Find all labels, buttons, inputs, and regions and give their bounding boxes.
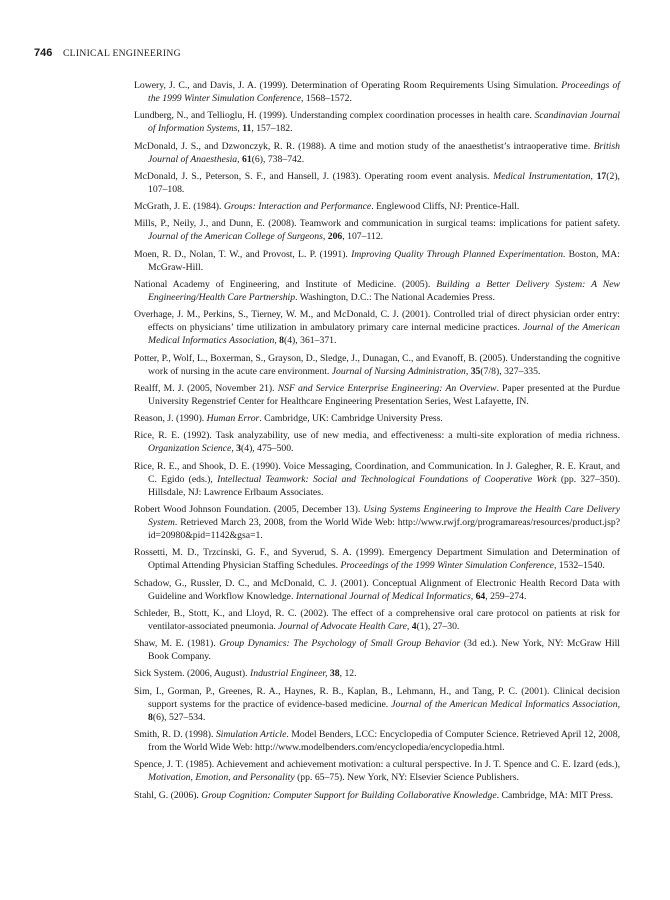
reference-text: Moen, R. D., Nolan, T. W., and Provost, L. P. (1991).	[134, 248, 352, 260]
reference-text: Stahl, G. (2006).	[134, 789, 202, 801]
reference-entry	[134, 577, 620, 603]
reference-text: Overhage, J. M., Perkins, S., Tierney, W. M., and McDonald, C. J. (2001). Controlled trial of direct physician order entry: effects on physicians’ time utilization in ambulatory primary care internal medicine practices.	[134, 309, 620, 334]
reference-title-text: NSF and Service Enterprise Engineering: An Overview	[277, 382, 497, 394]
reference-list	[134, 79, 620, 806]
reference-volume-text: 38	[329, 668, 340, 680]
reference-title-text: Simulation Article	[215, 729, 287, 740]
reference-text: Mills, P., Neily, J., and Dunn, E. (2008). Teamwork and communication in surgical teams: implications for patient safety.	[134, 218, 620, 230]
reference-volume-text: 61	[242, 153, 252, 165]
reference-text: Realff, M. J. (2005, November 21).	[134, 382, 278, 394]
reference-text: (7/8), 327–335.	[480, 365, 541, 377]
reference-entry	[134, 170, 620, 196]
reference-entry	[134, 789, 620, 802]
reference-entry	[134, 278, 620, 304]
reference-entry	[134, 667, 620, 680]
reference-volume-text: 8	[279, 335, 284, 347]
reference-text: Reason, J. (1990).	[134, 413, 207, 425]
reference-text: (6), 527–534.	[152, 711, 206, 723]
reference-text: . Paper presented at the Purdue University Regenstrief Center for Healthcare Engineering Presentation Series, West Lafayette, IN.	[148, 382, 620, 407]
reference-text: Smith, R. D. (1998).	[134, 729, 216, 740]
reference-volume-text: 35	[470, 365, 481, 377]
reference-text: , 259–274.	[485, 590, 527, 602]
reference-text: (3d ed.). New York, NY: McGraw Hill Book Company.	[148, 638, 621, 663]
reference-entry	[134, 546, 620, 572]
reference-text: McDonald, J. S., Peterson, S. F., and Hansell, J. (1983). Operating room event analysis.	[134, 170, 494, 182]
reference-title-text: Journal of Nursing Administration,	[331, 365, 471, 377]
reference-text: , 107–112.	[342, 231, 384, 243]
reference-entry	[134, 728, 620, 754]
reference-text: Lundberg, N., and Tellioglu, H. (1999). Understanding complex coordination processes in health care.	[134, 110, 535, 122]
reference-volume-text: 64	[475, 590, 486, 602]
reference-title-text: British Journal of Anaesthesia,	[148, 140, 620, 165]
reference-volume-text: 11	[242, 123, 252, 135]
reference-text: , 157–182.	[251, 123, 293, 135]
reference-text: . Cambridge, UK: Cambridge University Press.	[259, 413, 443, 425]
reference-volume-text: 17	[596, 170, 607, 182]
reference-text: , 1532–1540.	[553, 560, 605, 572]
reference-title-text: Journal of Advocate Health Care,	[278, 620, 412, 632]
reference-text: Robert Wood Johnson Foundation. (2005, December 13).	[134, 503, 364, 515]
reference-title-text: International Journal of Medical Informatics,	[295, 590, 476, 602]
reference-title-text: Scandinavian Journal of Information Systems,	[148, 110, 620, 135]
reference-title-text: Journal of the American College of Surgeons,	[148, 231, 328, 243]
reference-entry	[134, 308, 620, 347]
reference-text: . Boston, MA: McGraw-Hill.	[148, 248, 620, 273]
reference-text: Schadow, G., Russler, D. C., and McDonald, C. J. (2001). Conceptual Alignment of Electronic Health Record Data with Guideline and Workflow Knowledge.	[134, 577, 620, 602]
reference-text: . Washington, D.C.: The National Academies Press.	[295, 291, 495, 303]
reference-entry	[134, 637, 620, 663]
reference-entry	[134, 248, 620, 274]
reference-text: . Model Benders, LCC: Encyclopedia of Computer Science. Retrieved April 12, 2008, from the World Wide Web: http://www.modelbenders.com/encyclopedia/encyclopedia.html.	[148, 729, 621, 754]
reference-text: Schleder, B., Stott, K., and Lloyd, R. C. (2002). The effect of a comprehensive oral care protocol on patients at risk for ventilator-associated pneumonia.	[134, 607, 620, 632]
reference-text: , 12.	[339, 668, 357, 680]
running-header	[34, 46, 181, 61]
reference-text: (4), 475–500.	[241, 443, 294, 455]
reference-title-text: Organization Science,	[148, 443, 237, 455]
page-number: 746	[34, 47, 53, 59]
reference-entry	[134, 140, 620, 166]
reference-entry	[134, 79, 620, 105]
reference-entry	[134, 382, 620, 408]
reference-entry	[134, 217, 620, 243]
reference-volume-text: 3	[236, 443, 242, 455]
reference-title-text: Improving Quality Through Planned Experimentation	[351, 248, 563, 260]
reference-text: (pp. 327–350). Hillsdale, NJ: Lawrence Erlbaum Associates.	[148, 473, 621, 498]
reference-entry	[134, 503, 620, 542]
reference-entry	[134, 352, 620, 378]
reference-entry	[134, 412, 620, 425]
reference-title-text: Human Error	[206, 413, 260, 425]
reference-text: (1), 27–30.	[416, 620, 460, 632]
reference-title-text: Journal of the American Medical Informatics Association,	[148, 322, 620, 347]
reference-text: (4), 361–371.	[283, 335, 337, 347]
reference-entry	[134, 685, 620, 724]
reference-volume-text: 4	[411, 620, 417, 632]
reference-text: Shaw, M. E. (1981).	[134, 638, 220, 650]
reference-title-text: Medical Instrumentation,	[493, 170, 597, 182]
reference-text: Spence, J. T. (1985). Achievement and achievement motivation: a cultural perspective. In J. T. Spence and C. E. Izard (eds.),	[134, 759, 620, 771]
reference-text: National Academy of Engineering, and Institute of Medicine. (2005).	[134, 278, 437, 290]
reference-volume-text: 206	[327, 231, 343, 243]
reference-title-text: Using Systems Engineering to Improve the Health Care Delivery System	[148, 503, 620, 529]
reference-entry	[134, 200, 620, 213]
reference-title-text: Building a Better Delivery System: A New Engineering/Health Care Partnership	[148, 278, 620, 303]
reference-text: Potter, P., Wolf, L., Boxerman, S., Grayson, D., Sledge, J., Dunagan, C., and Evanoff, B. (2005). Understanding the cognitive work of nursing in the acute care environment.	[134, 352, 620, 377]
reference-entry	[134, 607, 620, 633]
reference-text: McGrath, J. E. (1984).	[134, 201, 224, 213]
reference-text: (2), 107–108.	[148, 170, 620, 195]
reference-title-text: Motivation, Emotion, and Personality	[148, 772, 295, 784]
reference-volume-text: 8	[148, 711, 153, 723]
reference-title-text: Group Cognition: Computer Support for Building Collaborative Knowledge	[201, 789, 497, 801]
reference-entry	[134, 758, 620, 784]
reference-text: , 1568–1572.	[301, 93, 352, 105]
reference-title-text: Group Dynamics: The Psychology of Small Group Behavior	[219, 638, 461, 650]
reference-entry	[134, 109, 620, 135]
reference-text: Rice, R. E. (1992). Task analyzability, use of new media, and effectiveness: a multi-site exploration of media richness.	[134, 430, 620, 442]
reference-text: Rossetti, M. D., Trzcinski, G. F., and Syverud, S. A. (1999). Emergency Department Simulation and Determination of Optimal Attending Physician Staffing Schedules.	[134, 547, 620, 572]
reference-text: Lowery, J. C., and Davis, J. A. (1999). Determination of Operating Room Requirements Using Simulation.	[134, 80, 562, 91]
reference-text: Sim, I., Gorman, P., Greenes, R. A., Haynes, R. B., Kaplan, B., Lehmann, H., and Tang, P. C. (2001). Clinical decision support systems for the practice of evidence-based medicine.	[134, 685, 620, 710]
reference-text: . Englewood Cliffs, NJ: Prentice-Hall.	[371, 201, 520, 213]
reference-entry	[134, 460, 620, 499]
reference-text: . Retrieved March 23, 2008, from the World Wide Web: http://www.rwjf.org/programareas/resources/product.jsp?id=20980&pid=1142&gsa=1.	[148, 517, 620, 542]
reference-text: . Cambridge, MA: MIT Press.	[496, 789, 614, 801]
reference-text: McDonald, J. S., and Dzwonczyk, R. R. (1988). A time and motion study of the anaesthetist’s intraoperative time.	[134, 140, 594, 152]
running-head-title: CLINICAL ENGINEERING	[62, 48, 181, 59]
reference-title-text: Groups: Interaction and Performance	[223, 201, 372, 213]
reference-text: Sick System. (2006, August).	[134, 668, 250, 680]
reference-title-text: Proceedings of the 1999 Winter Simulation Conference	[148, 80, 620, 105]
reference-text: (pp. 65–75). New York, NY: Elsevier Science Publishers.	[294, 772, 519, 784]
reference-entry	[134, 429, 620, 455]
reference-text: (6), 738–742.	[251, 153, 305, 165]
reference-text: Rice, R. E., and Shook, D. E. (1990). Voice Messaging, Coordination, and Communication. In J. Galegher, R. E. Kraut, and C. Egido (eds.),	[134, 460, 620, 485]
reference-title-text: Proceedings of the 1999 Winter Simulation Conference	[340, 560, 554, 572]
reference-title-text: Industrial Engineer,	[250, 668, 330, 680]
reference-title-text: Journal of the American Medical Informatics Association,	[391, 698, 621, 710]
reference-title-text: Intellectual Teamwork: Social and Technological Foundations of Cooperative Work	[217, 473, 557, 485]
